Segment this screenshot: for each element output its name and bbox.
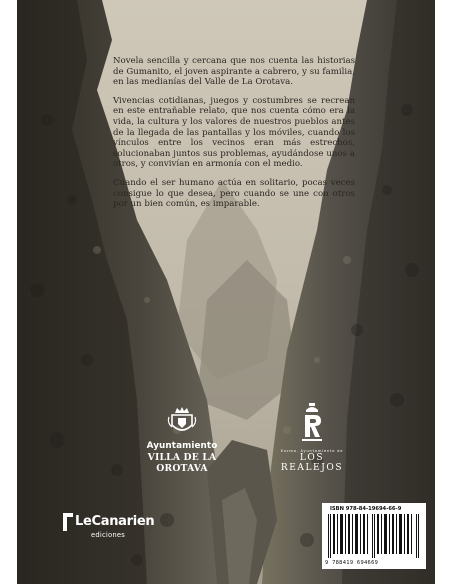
synopsis [113, 56, 355, 218]
barcode-digits: 9 788419 694669 [325, 560, 379, 566]
realejos-council-logo [267, 403, 357, 473]
synopsis-paragraph-2: Vivencias cotidianas, juegos y costumbres se recrean en este entrañable relato, que nos cuenta cómo era la vida, la cultura y los valores de nuestros pueblos antes de la llegada de las pantallas y los móviles, cuando los vínculos entre los vecinos eran más estrechos, solucionaban juntos sus problemas, ayudándose unos a otros, y convivían en armonía con el medio. [113, 95, 355, 170]
synopsis-paragraph-3: Cuando el ser humano actúa en solitario, pocas veces consigue lo que desea, pero cuando se une con otros por un bien común, es imparable. [113, 177, 355, 210]
barcode-bars [328, 514, 422, 558]
publisher-subtitle: ediciones [91, 531, 125, 539]
orotava-logo-line1: Ayuntamiento [146, 441, 218, 451]
coat-of-arms-icon [167, 407, 197, 435]
isbn-barcode [322, 503, 426, 569]
orotava-logo-line2: VILLA DE LA OROTAVA [147, 452, 217, 474]
orotava-council-logo [127, 407, 237, 474]
isbn-number: ISBN 978-84-19694-66-9 [330, 506, 402, 512]
realejos-r-emblem-icon [299, 403, 325, 443]
realejos-logo-name: LOS REALEJOS [280, 453, 344, 473]
synopsis-paragraph-1: Novela sencilla y cercana que nos cuenta las historias de Gumanito, el joven aspirante a cabrero, y su familia, en las medianías del Valle de La Orotava. [113, 56, 355, 88]
realejos-logo-small-text: Excmo. Ayuntamiento de [280, 449, 344, 453]
back-cover [17, 0, 435, 584]
publisher-name: LeCanarien [75, 514, 155, 529]
publisher-mark-icon [61, 511, 75, 533]
